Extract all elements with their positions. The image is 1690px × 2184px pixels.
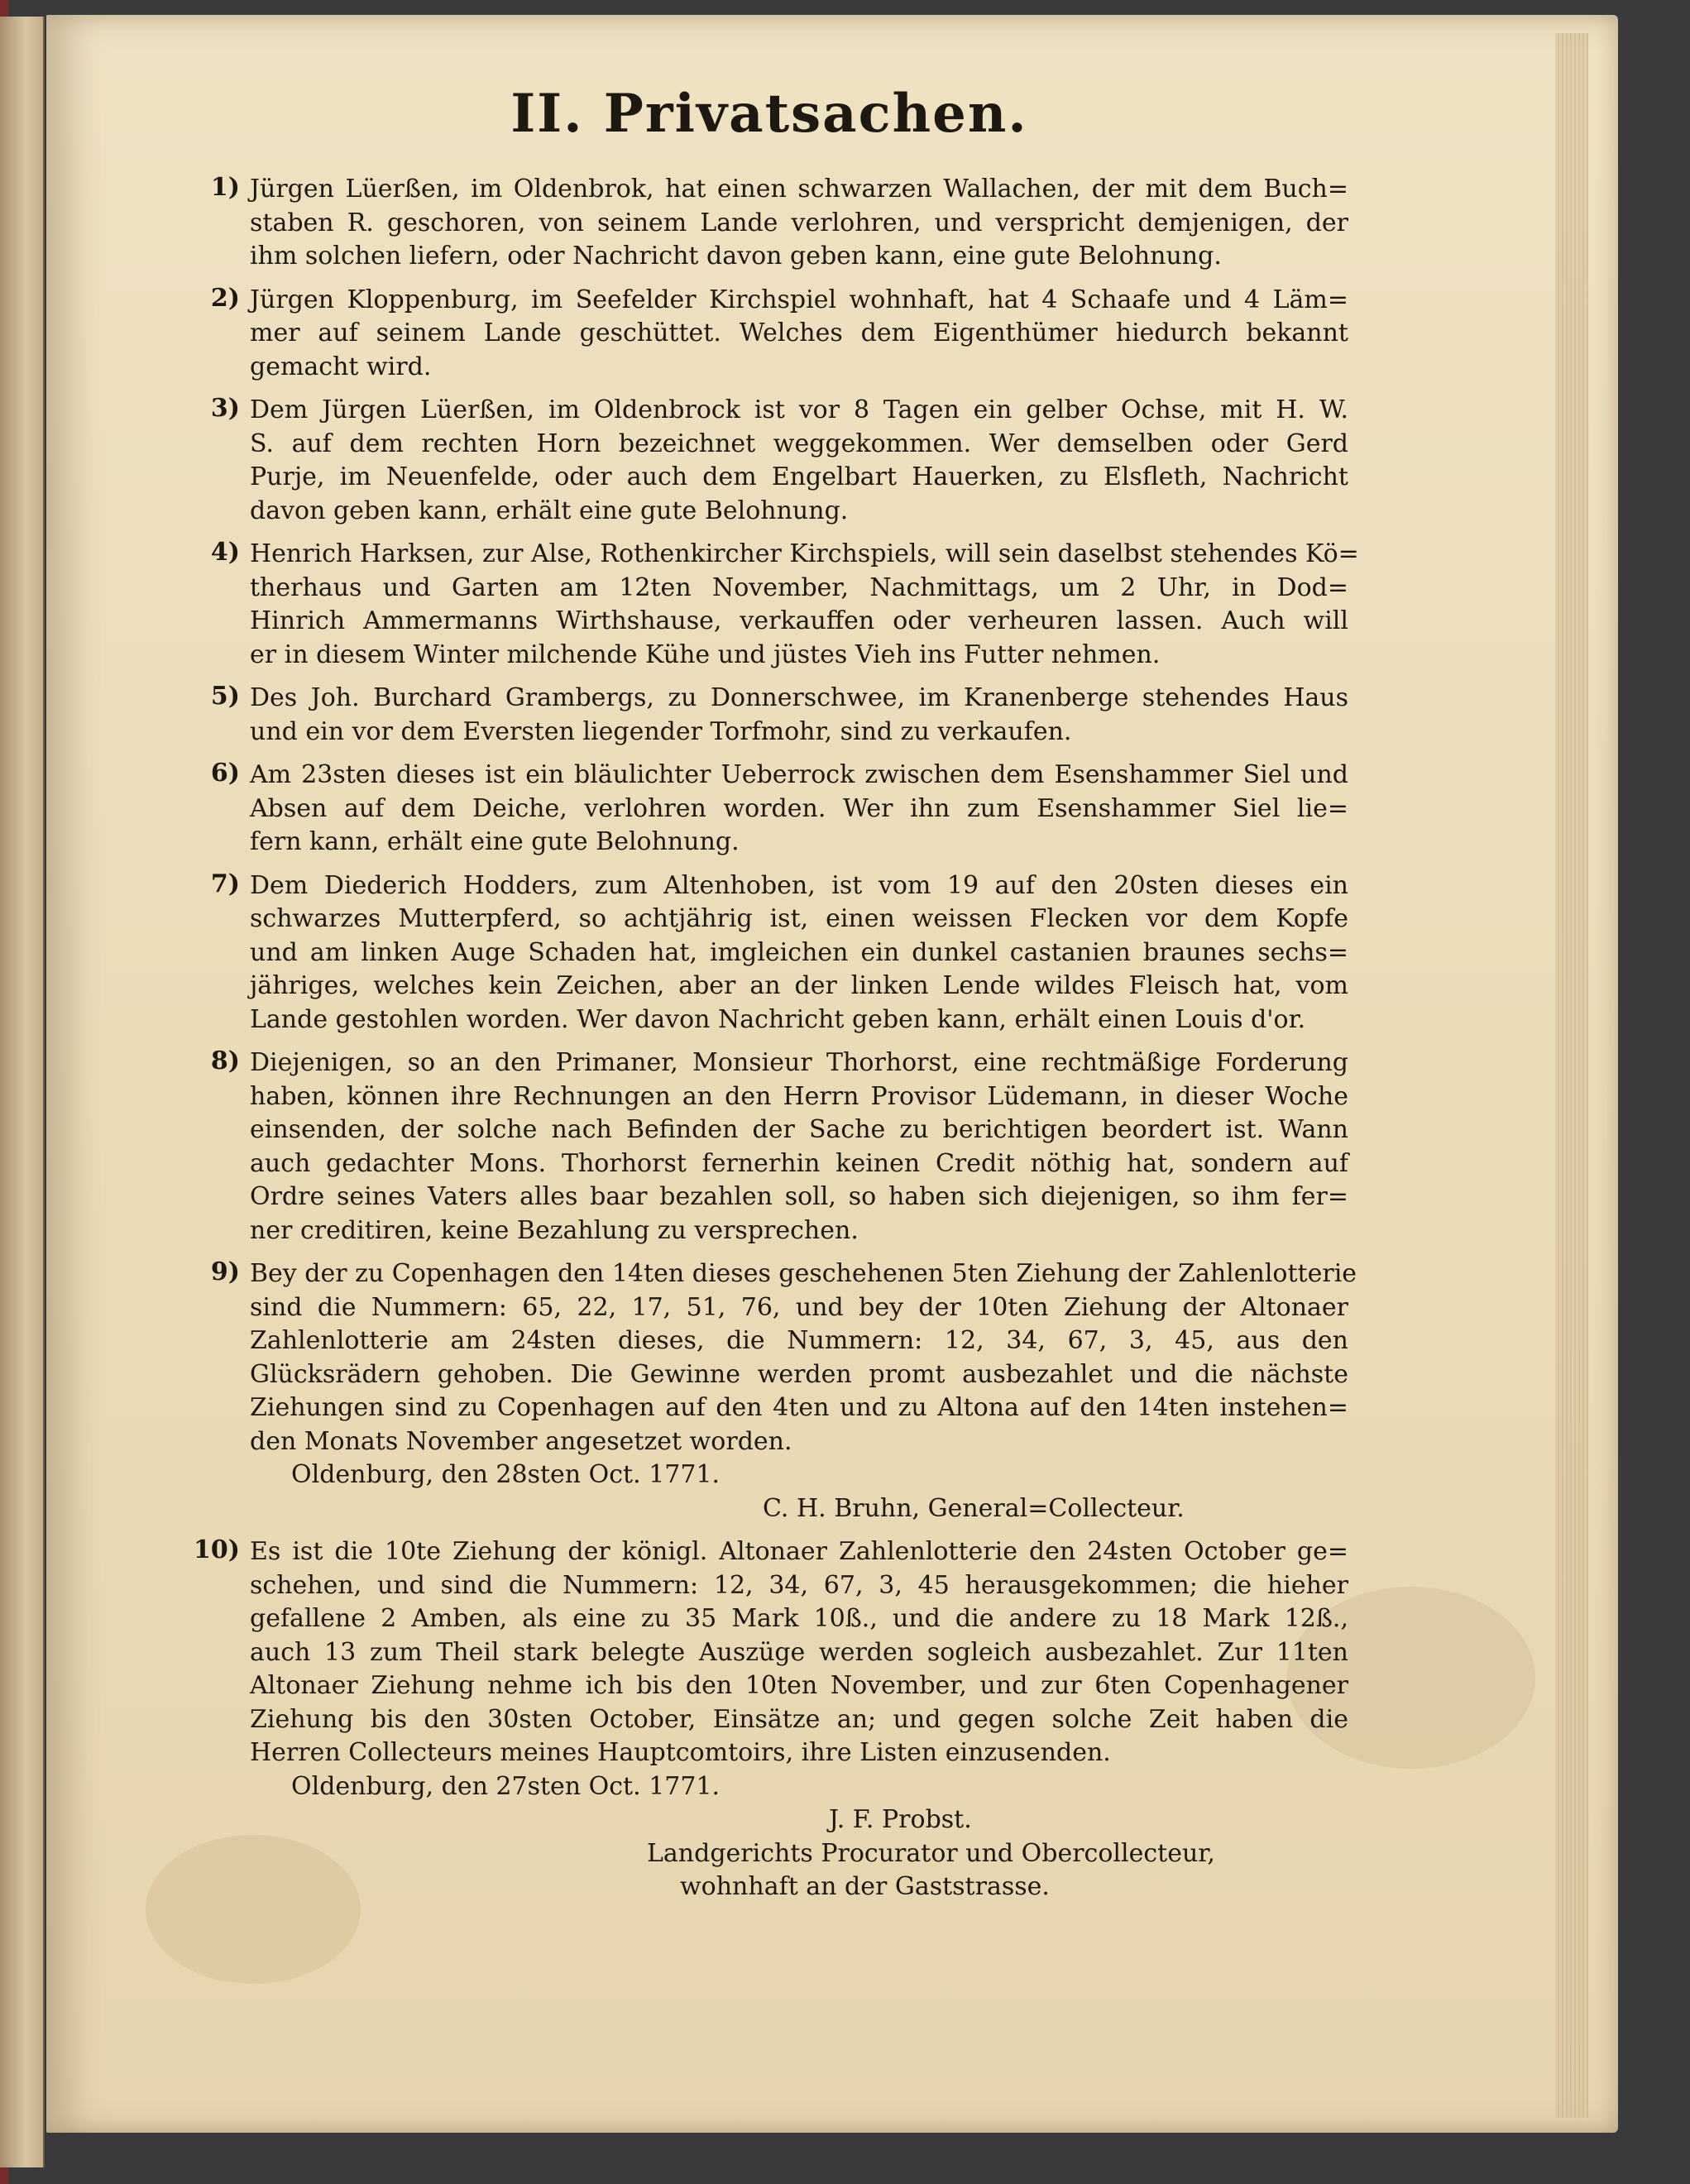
entry-line: den Monats November angesetzet worden. xyxy=(250,1426,792,1456)
entry-line: Glücksrädern gehoben. Die Gewinne werden promt ausbezahlet und die nächste xyxy=(250,1359,1348,1389)
entry-number: 6) xyxy=(210,759,240,788)
entry-line: therhaus und Garten am 12ten November, Nachmittags, um 2 Uhr, in Dod= xyxy=(250,572,1348,602)
entry-line: ner creditiren, keine Bezahlung zu versprechen. xyxy=(250,1215,859,1245)
entry-line: Purje, im Neuenfelde, oder auch dem Engelbart Hauerken, zu Elsfleth, Nachricht xyxy=(250,462,1348,491)
entry-number: 5) xyxy=(210,682,240,711)
entry-line: auch 13 zum Theil stark belegte Auszüge werden sogleich ausbezahlet. Zur 11ten xyxy=(250,1637,1348,1667)
entry-1 xyxy=(190,173,1348,274)
entry-line: Absen auf dem Deiche, verlohren worden. Wer ihn zum Esenshammer Siel lie= xyxy=(250,793,1348,823)
entry-line: schehen, und sind die Nummern: 12, 34, 67, 3, 45 herausgekommen; die hieher xyxy=(250,1570,1348,1600)
entry-date: Oldenburg, den 27sten Oct. 1771. xyxy=(291,1771,721,1801)
entry-number: 3) xyxy=(210,394,240,423)
entry-line: Diejenigen, so an den Primaner, Monsieur Thorhorst, eine rechtmäßige Forderung xyxy=(250,1048,1348,1077)
entry-8 xyxy=(190,1046,1348,1248)
document-text xyxy=(190,83,1359,1914)
entry-line: fern kann, erhält eine gute Belohnung. xyxy=(250,827,740,856)
entry-line: er in diesem Winter milchende Kühe und jüstes Vieh ins Futter nehmen. xyxy=(250,639,1161,669)
section-heading: II. Privatsachen. xyxy=(510,83,1028,145)
entry-line: Herren Collecteurs meines Hauptcomtoirs, ihre Listen einzusenden. xyxy=(250,1738,1111,1767)
entry-line: Ziehung bis den 30sten October, Einsätze an; und gegen solche Zeit haben die xyxy=(250,1704,1348,1734)
entry-line: sind die Nummern: 65, 22, 17, 51, 76, und bey der 10ten Ziehung der Altonaer xyxy=(250,1292,1348,1322)
entry-line: Zahlenlotterie am 24sten dieses, die Nummern: 12, 34, 67, 3, 45, aus den xyxy=(250,1326,1348,1355)
entry-3 xyxy=(190,394,1348,528)
entry-10 xyxy=(190,1535,1348,1904)
entry-line: staben R. geschoren, von seinem Lande verlohren, und verspricht demjenigen, der xyxy=(250,208,1348,237)
entry-line: Es ist die 10te Ziehung der königl. Altonaer Zahlenlotterie den 24sten October ge= xyxy=(250,1537,1348,1566)
entry-line: Dem Diederich Hodders, zum Altenhoben, ist vom 19 auf den 20sten dieses ein xyxy=(250,870,1348,900)
entry-line: und am linken Auge Schaden hat, imgleichen ein dunkel castanien braunes sechs= xyxy=(250,937,1348,967)
entry-line: gefallene 2 Amben, als eine zu 35 Mark 10ß., und die andere zu 18 Mark 12ß., xyxy=(250,1604,1348,1633)
page-stack-edge xyxy=(1555,33,1588,2118)
entry-9 xyxy=(190,1257,1357,1525)
entry-line: mer auf seinem Lande geschüttet. Welches dem Eigenthümer hiedurch bekannt xyxy=(250,318,1348,347)
entry-number: 2) xyxy=(210,283,240,313)
entry-number: 7) xyxy=(210,869,240,898)
left-page-edge xyxy=(0,17,45,2167)
entry-line: schwarzes Mutterpferd, so achtjährig ist, einen weissen Flecken vor dem Kopfe xyxy=(250,904,1348,933)
entry-6 xyxy=(190,759,1348,860)
entry-line: Altonaer Ziehung nehme ich bis den 10ten November, und zur 6ten Copenhagener xyxy=(250,1671,1348,1700)
entry-line: jähriges, welches kein Zeichen, aber an der linken Lende wildes Fleisch hat, vom xyxy=(250,971,1348,1000)
entry-line: Henrich Harksen, zur Alse, Rothenkircher Kirchspiels, will sein daselbst stehendes Kö= xyxy=(250,539,1359,568)
entry-number: 4) xyxy=(210,538,240,567)
entry-line: Des Joh. Burchard Grambergs, zu Donnerschwee, im Kranenberge stehendes Haus xyxy=(250,683,1348,712)
entry-line: auch gedachter Mons. Thorhorst fernerhin keinen Credit nöthig hat, sondern auf xyxy=(250,1148,1348,1178)
entry-line: Bey der zu Copenhagen den 14ten dieses geschehenen 5ten Ziehung der Zahlenlotterie xyxy=(250,1259,1357,1288)
entry-line: Hinrich Ammermanns Wirthshause, verkauffen oder verheuren lassen. Auch will xyxy=(250,606,1348,635)
entry-line: Ordre seines Vaters alles baar bezahlen soll, so haben sich diejenigen, so ihm fer= xyxy=(250,1182,1348,1211)
entry-line: Jürgen Lüerßen, im Oldenbrok, hat einen schwarzen Wallachen, der mit dem Buch= xyxy=(250,175,1348,204)
entry-number: 9) xyxy=(210,1257,240,1286)
entry-number: 1) xyxy=(210,173,240,202)
entry-number: 10) xyxy=(194,1535,240,1564)
signatory-title: Landgerichts Procurator und Obercollecteur, xyxy=(647,1838,1215,1868)
entry-line: Jürgen Kloppenburg, im Seefelder Kirchspiel wohnhaft, hat 4 Schaafe und 4 Läm= xyxy=(250,285,1348,314)
entry-5 xyxy=(190,682,1348,749)
entry-line: Ziehungen sind zu Copenhagen auf den 4ten und zu Altona auf den 14ten instehen= xyxy=(250,1393,1348,1422)
entry-4 xyxy=(190,538,1359,672)
entry-signature: J. F. Probst. xyxy=(829,1805,972,1834)
signatory-address: wohnhaft an der Gaststrasse. xyxy=(680,1872,1050,1901)
entry-line: Dem Jürgen Lüerßen, im Oldenbrock ist vor 8 Tagen ein gelber Ochse, mit H. W. xyxy=(250,395,1348,424)
entry-line: davon geben kann, erhält eine gute Belohnung. xyxy=(250,496,849,525)
entry-line: gemacht wird. xyxy=(250,352,432,381)
entry-line: Lande gestohlen worden. Wer davon Nachricht geben kann, erhält einen Louis d'or. xyxy=(250,1004,1306,1034)
entry-line: einsenden, der solche nach Befinden der Sache zu berichtigen beordert ist. Wann xyxy=(250,1115,1348,1144)
entry-line: ihm solchen liefern, oder Nachricht davon geben kann, eine gute Belohnung. xyxy=(250,242,1222,271)
entry-7 xyxy=(190,869,1348,1037)
entry-signature: C. H. Bruhn, General=Collecteur. xyxy=(763,1493,1185,1523)
entry-line: haben, können ihre Rechnungen an den Herrn Provisor Lüdemann, in dieser Woche xyxy=(250,1081,1348,1111)
entry-date: Oldenburg, den 28sten Oct. 1771. xyxy=(291,1460,721,1489)
entry-line: S. auf dem rechten Horn bezeichnet weggekommen. Wer demselben oder Gerd xyxy=(250,429,1348,458)
entry-line: und ein vor dem Eversten liegender Torfmohr, sind zu verkaufen. xyxy=(250,716,1072,746)
entry-2 xyxy=(190,284,1348,385)
entry-number: 8) xyxy=(210,1046,240,1075)
entry-line: Am 23sten dieses ist ein bläulichter Ueberrock zwischen dem Esenshammer Siel und xyxy=(250,760,1348,789)
